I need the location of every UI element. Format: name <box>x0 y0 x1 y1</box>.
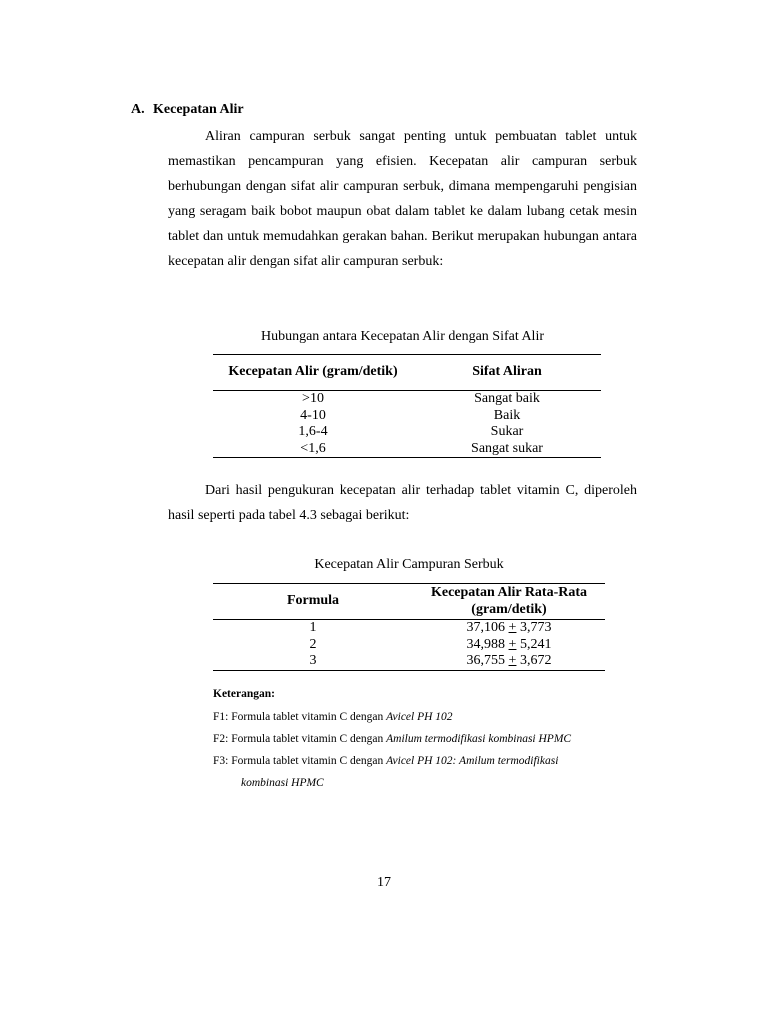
section-heading <box>131 102 244 118</box>
page-number: 17 <box>377 875 391 890</box>
flow-property-table <box>213 354 601 458</box>
column-header-flow-property: Sifat Aliran <box>472 364 542 380</box>
plus-minus-sign: + <box>508 636 517 652</box>
note-italic-text: Amilum termodifikasi kombinasi HPMC <box>386 733 572 745</box>
mean-value: 37,106 <box>466 620 506 635</box>
plus-minus-sign: + <box>508 620 517 635</box>
table-cell-flow-rate <box>413 653 605 670</box>
plus-minus-sign: + <box>508 653 517 668</box>
notes-heading: Keterangan: <box>213 688 275 700</box>
section-title: Kecepatan Alir <box>153 102 244 117</box>
paragraph-intro: Aliran campuran serbuk sangat penting untuk pembuatan tablet untuk memastikan pencampuran yang efisien. Kecepatan alir campuran serbuk berhubungan dengan sifat alir campuran serbuk, dimana mempengaruhi pengisian yang seragam baik bobot maupun obat dalam tablet ke dalam lubang cetak mesin tablet dan untuk memudahkan gerakan bahan. Berikut merupakan hubungan antara kecepatan alir dengan sifat alir campuran serbuk: <box>168 129 637 269</box>
table-cell: 4-10 <box>300 407 326 423</box>
table-cell: 1,6-4 <box>298 424 328 439</box>
table-cell: >10 <box>302 391 324 406</box>
table-cell: Sangat sukar <box>471 440 543 456</box>
paragraph-results: Dari hasil pengukuran kecepatan alir terhadap tablet vitamin C, diperoleh hasil seperti pada tabel 4.3 sebagai berikut: <box>168 483 637 523</box>
table-row <box>213 441 601 458</box>
table2-caption: Kecepatan Alir Campuran Serbuk <box>314 557 504 572</box>
table-cell: Sukar <box>490 424 524 439</box>
column-header-mean-flow-rate: Kecepatan Alir Rata-Rata (gram/detik) <box>430 585 588 617</box>
table-row <box>213 424 601 441</box>
powder-flow-rate-table <box>213 583 605 671</box>
table-row <box>213 391 601 408</box>
note-item-f3 <box>213 750 633 772</box>
section-number: A. <box>131 102 145 117</box>
note-italic-text: Avicel PH 102 <box>386 711 453 723</box>
note-text: F2: Formula tablet vitamin C dengan <box>213 733 387 745</box>
table-header-row <box>213 584 605 620</box>
column-header-formula: Formula <box>286 593 340 609</box>
table-row <box>213 620 605 637</box>
table-row <box>213 408 601 425</box>
table-cell-flow-rate <box>413 620 605 637</box>
note-italic-text: Avicel PH 102: Amilum termodifikasi <box>386 755 559 767</box>
sd-value: 3,672 <box>519 653 552 668</box>
table-row <box>213 653 605 670</box>
table-cell: Baik <box>493 407 521 423</box>
table-cell-formula: 2 <box>309 636 317 652</box>
note-item-f3-continued <box>213 772 633 794</box>
table-cell-flow-rate <box>413 637 605 654</box>
column-header-flow-rate: Kecepatan Alir (gram/detik) <box>228 364 398 380</box>
note-text: F1: Formula tablet vitamin C dengan <box>213 711 387 723</box>
mean-value: 36,755 <box>466 653 506 668</box>
table-notes <box>213 684 633 794</box>
table-header-row <box>213 355 601 391</box>
note-item-f2 <box>213 728 633 750</box>
table1-caption: Hubungan antara Kecepatan Alir dengan Sifat Alir <box>260 329 544 344</box>
table-cell-formula: 1 <box>309 620 317 635</box>
table-cell: Sangat baik <box>474 391 540 406</box>
table-row <box>213 637 605 654</box>
mean-value: 34,988 <box>466 636 506 652</box>
table-cell: <1,6 <box>300 440 326 456</box>
table-cell-formula: 3 <box>309 653 317 668</box>
sd-value: 5,241 <box>519 636 552 652</box>
note-item-f1 <box>213 706 633 728</box>
note-text: F3: Formula tablet vitamin C dengan <box>213 755 387 767</box>
note-italic-text: kombinasi HPMC <box>241 777 324 789</box>
sd-value: 3,773 <box>519 620 552 635</box>
